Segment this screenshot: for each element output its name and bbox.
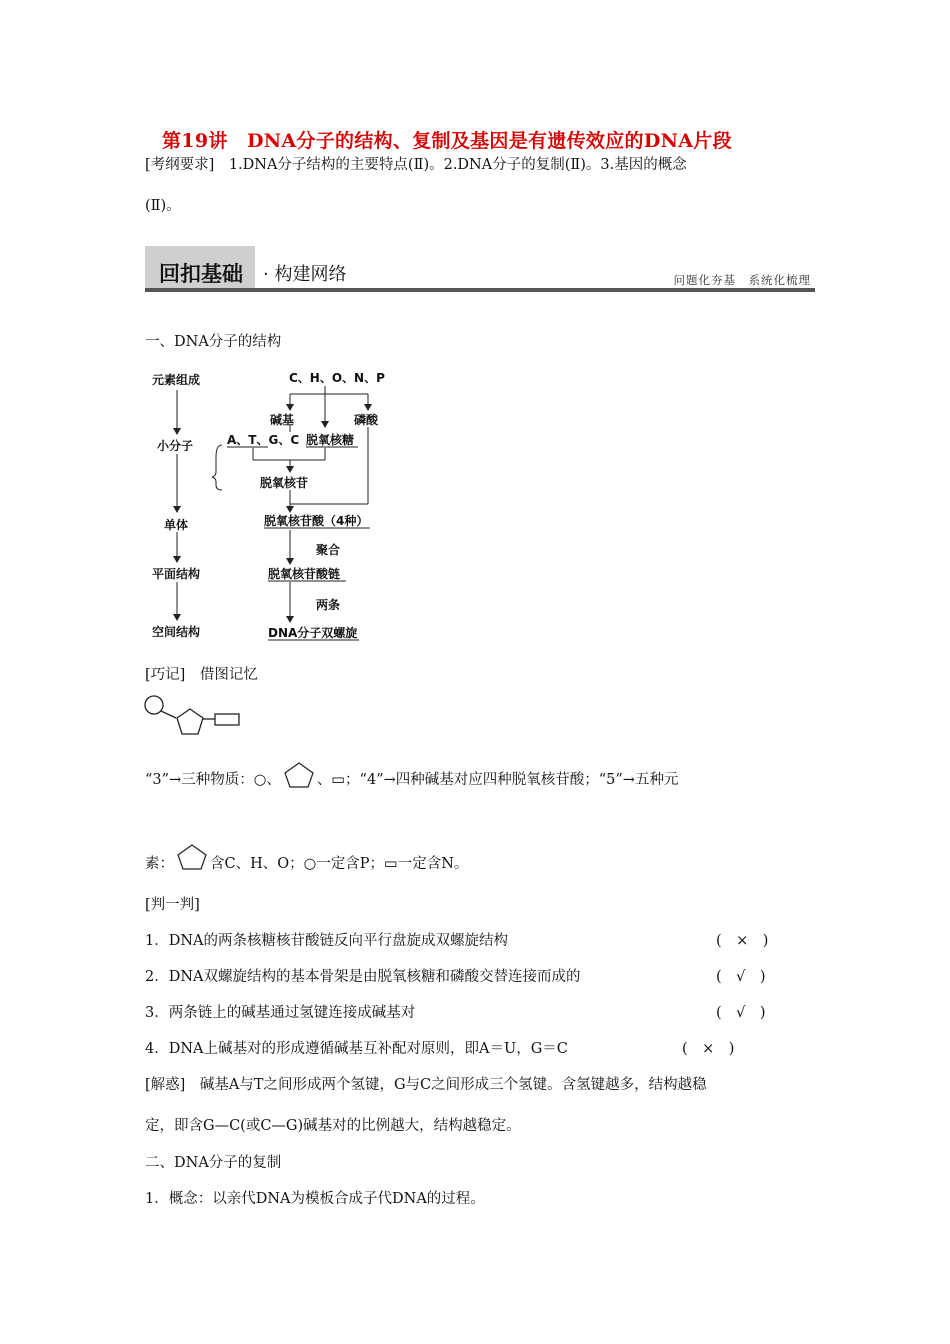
dna-structure-diagram	[140, 362, 400, 652]
phosphate-circle-icon	[145, 696, 163, 714]
explain-line-2: 定，即含G—C(或C—G)碱基对的比例越大，结构越稳定。	[145, 1118, 521, 1134]
label-nucleoside: 脱氧核苷	[260, 476, 309, 490]
label-sugar: 脱氧核糖	[306, 433, 355, 447]
label-spatial-level: 空间结构	[152, 625, 201, 639]
label-bases: A、T、G、C	[227, 433, 300, 447]
memory-label: [巧记] 借图记忆	[145, 667, 258, 683]
pentagon-icon	[175, 842, 209, 872]
label-elements: C、H、O、N、P	[289, 371, 385, 385]
diagram-svg	[140, 362, 400, 652]
bond-line-1	[161, 711, 176, 718]
memory-line-1	[145, 760, 678, 790]
section-banner	[145, 246, 815, 294]
explain-line-1: [解惑] 碱基A与T之间形成两个氢键，G与C之间形成三个氢键。含氢键越多，结构越稳	[145, 1077, 707, 1093]
pentose-pentagon-icon	[177, 709, 203, 734]
judge-mark-2: ( √ )	[716, 969, 766, 985]
banner-subtitle	[263, 260, 346, 286]
memory-line-1-part-b: 、▭；“4”→四种碱基对应四种脱氧核苷酸；“5”→五种元	[316, 772, 679, 788]
label-double-helix: DNA分子双螺旋	[268, 626, 358, 640]
judge-mark-4: ( × )	[682, 1041, 735, 1057]
memory-line-2	[145, 842, 468, 873]
judge-mark-1: ( × )	[716, 933, 769, 949]
label-small-molecule-level: 小分子	[157, 439, 194, 453]
memory-line-2-part-a: 素：	[145, 856, 174, 872]
judge-heading: [判一判]	[145, 897, 200, 913]
label-elements-level: 元素组成	[152, 373, 201, 387]
banner-title: 回扣基础	[159, 262, 243, 286]
section-2-heading: 二、DNA分子的复制	[145, 1155, 282, 1171]
section-2-item-1: 1．概念：以亲代DNA为模板合成子代DNA的过程。	[145, 1191, 485, 1207]
judge-item-4: 4．DNA上碱基对的形成遵循碱基互补配对原则，即A＝U，G＝C	[145, 1041, 568, 1057]
label-planar-level: 平面结构	[152, 567, 201, 581]
base-rectangle-icon	[215, 714, 239, 725]
label-phosphate: 磷酸	[354, 413, 379, 427]
label-base: 碱基	[270, 413, 295, 427]
judge-mark-3: ( √ )	[716, 1005, 766, 1021]
section-1-heading: 一、DNA分子的结构	[145, 334, 282, 350]
label-two-chains: 两条	[316, 598, 341, 612]
brace	[212, 445, 222, 490]
banner-dot: ·	[263, 264, 269, 285]
banner-tagline: 问题化夯基 系统化梳理	[673, 273, 811, 287]
pentagon-icon	[282, 760, 316, 790]
banner-rule	[145, 288, 815, 292]
label-nucleotide: 脱氧核苷酸（4种）	[264, 514, 369, 528]
banner-subtitle-text: 构建网络	[274, 264, 347, 285]
page-title: 第19讲 DNA分子的结构、复制及基因是有遗传效应的DNA片段	[162, 130, 732, 152]
nucleotide-model-figure	[143, 694, 243, 746]
label-chain: 脱氧核苷酸链	[268, 567, 341, 581]
label-monomer-level: 单体	[164, 518, 189, 532]
judge-item-1: 1．DNA的两条核糖核苷酸链反向平行盘旋成双螺旋结构	[145, 933, 509, 949]
memory-line-2-part-b: 含C、H、O；○一定含P；▭一定含N。	[210, 856, 469, 872]
memory-line-1-part-a: “3”→三种物质：○、	[145, 772, 281, 788]
judge-item-3: 3．两条链上的碱基通过氢键连接成碱基对	[145, 1005, 416, 1021]
judge-item-2: 2．DNA双螺旋结构的基本骨架是由脱氧核糖和磷酸交替连接而成的	[145, 969, 581, 985]
requirements-line-2: (Ⅱ)。	[145, 198, 181, 214]
label-polymerize: 聚合	[316, 543, 341, 557]
requirements-line-1: [考纲要求] 1.DNA分子结构的主要特点(Ⅱ)。2.DNA分子的复制(Ⅱ)。3.基因的概念	[145, 157, 687, 173]
